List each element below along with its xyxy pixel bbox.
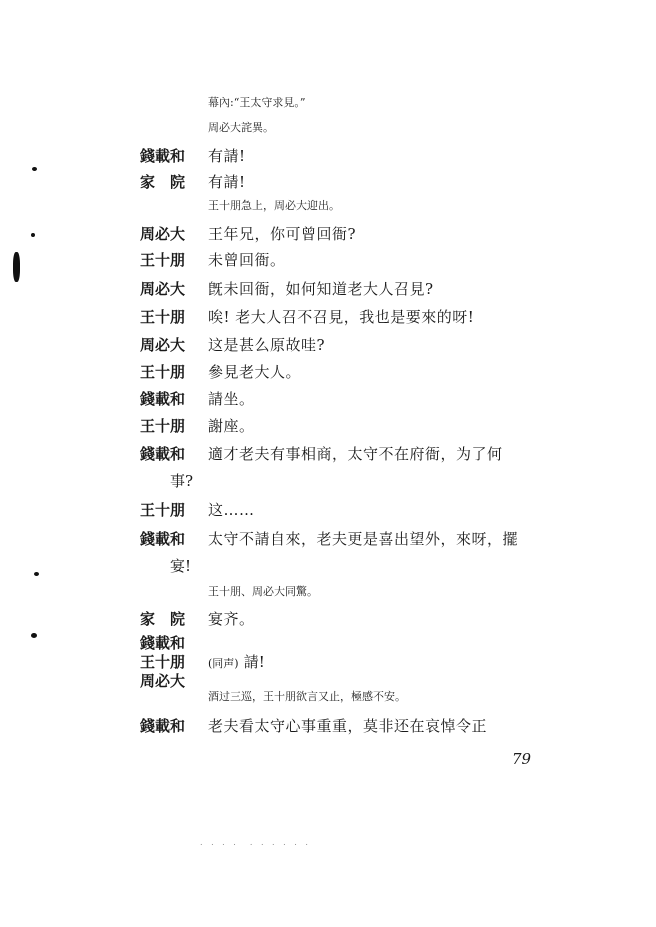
- stage-direction: 周必大詫異。: [208, 121, 274, 134]
- stage-direction: 幕內:“王太守求見。”: [208, 96, 306, 109]
- speech-text: 有請!: [208, 147, 246, 165]
- speaker-name: 周必大: [140, 672, 186, 690]
- dialogue-line: [0, 224, 656, 248]
- speech-text: 旣未回衙，如何知道老大人召見?: [208, 280, 434, 298]
- group-speakers: [140, 634, 185, 691]
- speaker-name: 家 院: [140, 610, 186, 628]
- dialogue-line: [0, 362, 656, 386]
- speech-continuation: 宴!: [170, 557, 192, 575]
- dialogue-line: [0, 335, 656, 359]
- speaker-name: 錢載和: [140, 530, 186, 548]
- scan-artifact: . . . . . . . . . .: [200, 838, 311, 847]
- dialogue-line: [0, 716, 656, 740]
- stage-direction: 酒过三巡，王十朋欲言又止，極感不安。: [208, 690, 406, 703]
- speech-text: 这……: [208, 501, 255, 519]
- speech-text: 王年兄，你可曾回衙?: [208, 225, 357, 243]
- page-number: 79: [512, 750, 532, 768]
- speaker-name: 錢載和: [140, 634, 186, 652]
- speaker-name: 王十朋: [140, 251, 186, 269]
- speaker-name: 錢載和: [140, 147, 186, 165]
- speech-text: 老夫看太守心事重重，莫非还在哀悼令正: [208, 717, 488, 735]
- speaker-name: 王十朋: [140, 363, 186, 381]
- speech-text: 謝座。: [208, 417, 255, 435]
- speaker-name: 周必大: [140, 280, 186, 298]
- dialogue-line: [0, 146, 656, 170]
- speaker-name: 周必大: [140, 225, 186, 243]
- binding-mark: [31, 633, 37, 638]
- speech-text: 宴齐。: [208, 610, 255, 628]
- speaker-name: 錢載和: [140, 717, 186, 735]
- speaker-name: 錢載和: [140, 445, 186, 463]
- stage-note: (同声): [208, 657, 239, 670]
- dialogue-line: [0, 444, 656, 468]
- speaker-name: 王十朋: [140, 653, 186, 671]
- dialogue-line: [0, 389, 656, 413]
- speech-text: 有請!: [208, 173, 246, 191]
- binding-mark: [34, 572, 39, 576]
- speaker-name: 錢載和: [140, 390, 186, 408]
- dialogue-line: [0, 279, 656, 303]
- speech-text: 參見老大人。: [208, 363, 302, 381]
- stage-direction: 王十朋急上，周必大迎出。: [208, 199, 340, 212]
- group-speech: [208, 651, 265, 672]
- dialogue-line: [0, 172, 656, 196]
- dialogue-line: [0, 500, 656, 524]
- speaker-name: 王十朋: [140, 308, 186, 326]
- dialogue-line: [0, 250, 656, 274]
- speech-text: 未曾回衙。: [208, 251, 286, 269]
- speech-text: 適才老夫有事相商，太守不在府衙，为了何: [208, 445, 503, 463]
- stage-direction: 王十朋、周必大同驚。: [208, 585, 318, 598]
- speaker-name: 周必大: [140, 336, 186, 354]
- speech-text: 請坐。: [208, 390, 255, 408]
- speech-text: 唉! 老大人召不召見，我也是要來的呀!: [208, 308, 475, 326]
- dialogue-line: [0, 609, 656, 633]
- speaker-name: 家 院: [140, 173, 186, 191]
- speaker-name: 王十朋: [140, 417, 186, 435]
- dialogue-line: [0, 307, 656, 331]
- dialogue-line: [0, 529, 656, 553]
- speech-text: 太守不請自來，老夫更是喜出望外，來呀，擺: [208, 530, 519, 548]
- speech-text: 請!: [243, 653, 265, 671]
- speech-text: 这是甚么原故哇?: [208, 336, 326, 354]
- dialogue-line: [0, 416, 656, 440]
- speaker-name: 王十朋: [140, 501, 186, 519]
- speech-continuation: 事?: [170, 472, 194, 490]
